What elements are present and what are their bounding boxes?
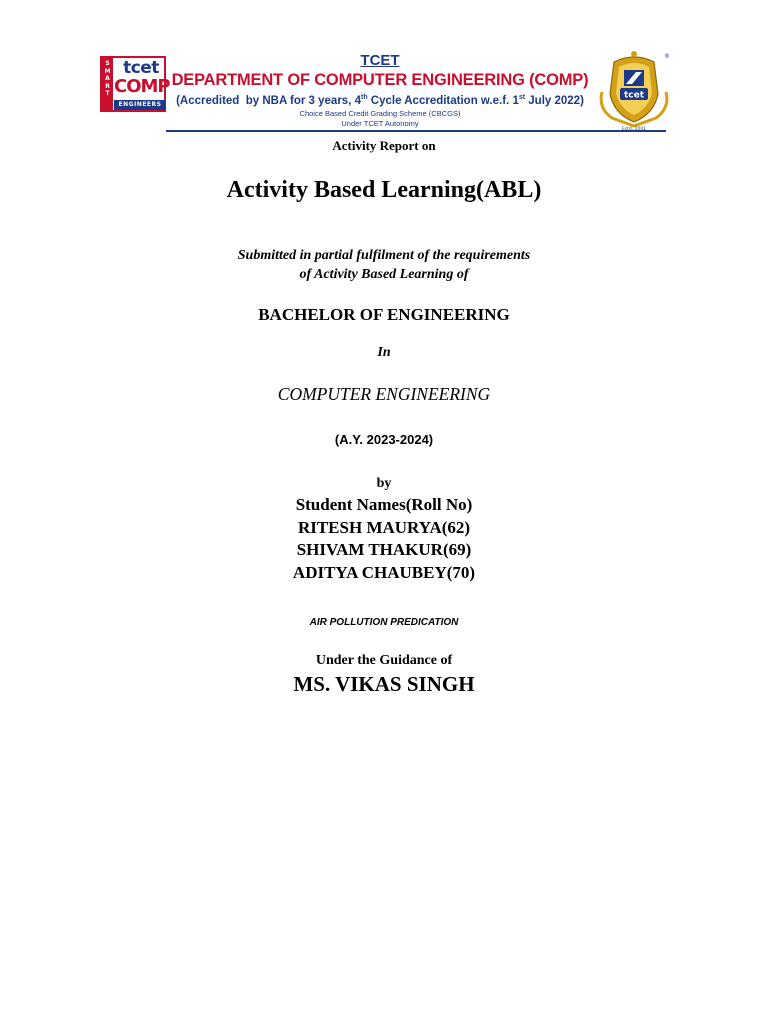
student-list (0, 494, 768, 584)
comp-logo (100, 56, 170, 112)
logo-vertical-text: S M A R T (102, 58, 113, 110)
by-label: by (376, 476, 392, 491)
logo-tcet-text: tcet (123, 58, 159, 78)
autonomy-line: Under TCET Autonomy (341, 118, 419, 128)
banner-text-block (170, 52, 590, 129)
student-name: RITESH MAURYA(62) (297, 517, 471, 537)
student-name: ADITYA CHAUBEY(70) (292, 562, 476, 582)
students-heading: Student Names(Roll No) (295, 495, 473, 514)
student-name: SHIVAM THAKUR(69) (296, 540, 472, 559)
branch-name: COMPUTER ENGINEERING (277, 384, 491, 404)
submission-line-1: Submitted in partial fulfilment of the requirements (237, 248, 531, 263)
project-title: AIR POLLUTION PREDICATION (309, 617, 459, 628)
guide-name: MS. VIKAS SINGH (293, 672, 475, 696)
logo-comp-text: COMP (114, 76, 170, 97)
scheme-line: Choice Based Credit Grading Scheme (CBCGS) (299, 108, 461, 118)
report-label: Activity Report on (332, 138, 436, 153)
guidance-label: Under the Guidance of (315, 653, 453, 668)
page-title: Activity Based Learning(ABL) (226, 177, 542, 203)
svg-text:®: ® (664, 53, 670, 60)
department-name: DEPARTMENT OF COMPUTER ENGINEERING (COMP) (171, 71, 589, 89)
header-banner (94, 46, 678, 134)
logo-engineers-text: ENGINEERS (114, 100, 166, 110)
tcet-emblem-icon (594, 48, 674, 132)
accreditation-line: (Accredited by NBA for 3 years, 4th Cycle Accreditation w.e.f. 1st July 2022) (176, 94, 584, 107)
degree-name: BACHELOR OF ENGINEERING (258, 305, 510, 324)
banner-divider (166, 130, 666, 132)
submission-line-2: of Activity Based Learning of (299, 267, 469, 282)
submission-statement (0, 246, 768, 284)
emblem-text: tcet (623, 90, 645, 101)
institute-name: TCET (360, 52, 400, 69)
in-label: In (377, 345, 391, 360)
academic-year: (A.Y. 2023-2024) (334, 432, 434, 447)
